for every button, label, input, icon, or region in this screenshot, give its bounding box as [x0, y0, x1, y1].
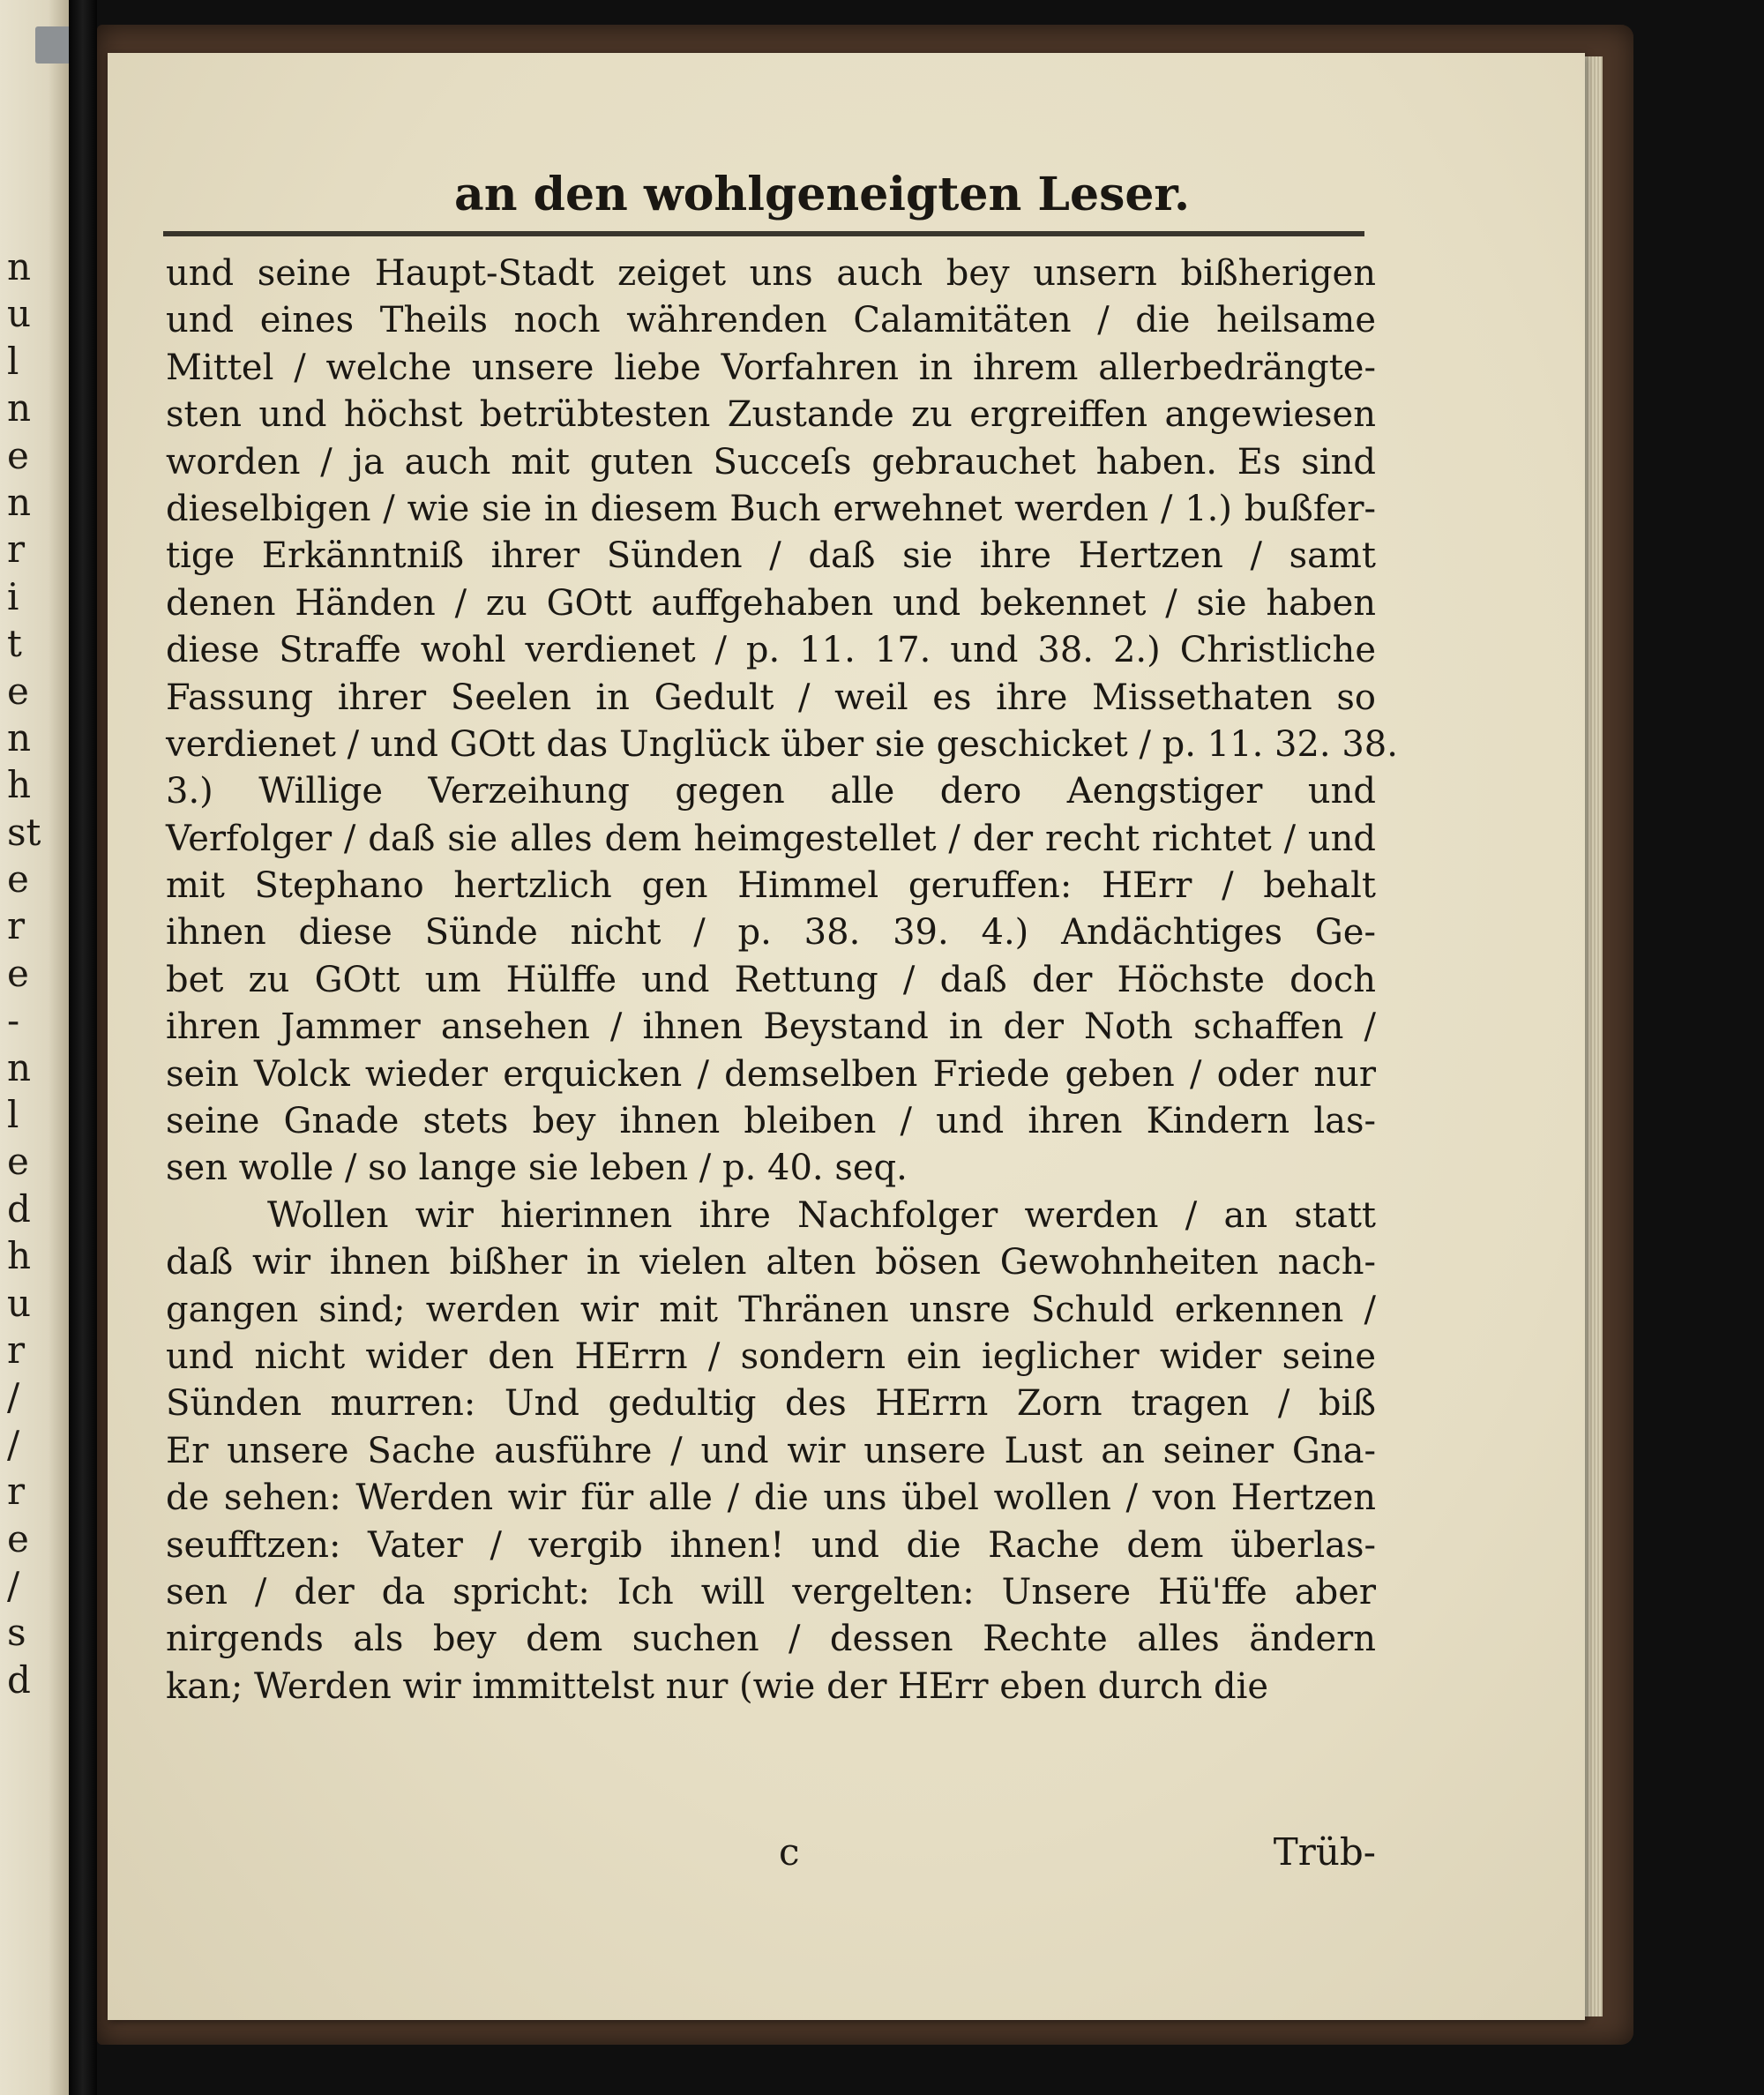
text-line: sein Volck wieder erquicken / demselben Friede geben / oder nur — [166, 1053, 1376, 1095]
text-line: kan; Werden wir immittelst nur (wie der HErr eben durch die — [166, 1665, 1269, 1707]
text-line: Mittel / welche unsere liebe Vorfahren in ihrem allerbedrängte- — [166, 347, 1376, 388]
text-line: bet zu GOtt um Hülffe und Rettung / daß der Höchste doch — [166, 959, 1376, 1000]
previous-page-fragment: r — [7, 904, 26, 948]
previous-page-fragment: / — [7, 1422, 20, 1466]
previous-page-fragment: d — [7, 1186, 31, 1231]
text-line: sten und höchst betrübtesten Zustande zu ergreiffen angewiesen — [166, 394, 1376, 436]
text-line: Verfolger / daß sie alles dem heimgestellet / der recht richtet / und — [166, 818, 1376, 859]
running-head: an den wohlgeneigten Leser. — [454, 168, 1191, 221]
previous-page-fragment: / — [7, 1375, 20, 1419]
previous-page-fragment: e — [7, 951, 29, 995]
signature-mark: c — [779, 1830, 800, 1874]
text-line: de sehen: Werden wir für alle / die uns übel wollen / von Hertzen — [166, 1478, 1376, 1519]
text-line: worden / ja auch mit guten Succeſs gebrauchet haben. Es sind — [166, 441, 1376, 483]
previous-page-edge — [0, 0, 69, 2095]
previous-page-fragment: n — [7, 480, 32, 524]
header-rule — [163, 231, 1364, 236]
book-gutter — [69, 0, 97, 2095]
text-line: daß wir ihnen bißher in vielen alten bösen Gewohnheiten nach- — [166, 1242, 1376, 1283]
text-line: denen Händen / zu GOtt auffgehaben und bekennet / sie haben — [166, 582, 1376, 624]
text-line: sen / der da spricht: Ich will vergelten: Unsere Hü'ffe aber — [166, 1571, 1376, 1612]
previous-page-fragment: - — [7, 999, 20, 1043]
previous-page-fragment: r — [7, 1328, 26, 1372]
previous-page-fragment: l — [7, 339, 19, 383]
previous-page-fragment: n — [7, 1045, 32, 1089]
text-line: und eines Theils noch währenden Calamitäten / die heilsame — [166, 300, 1376, 341]
previous-page-fragment: s — [7, 1611, 26, 1655]
previous-page-fragment: l — [7, 1093, 19, 1137]
text-line: nirgends als bey dem suchen / dessen Rechte alles ändern — [166, 1619, 1376, 1660]
previous-page-fragment: e — [7, 669, 29, 713]
text-line: und seine Haupt-Stadt zeiget uns auch bey unsern bißherigen — [166, 253, 1376, 294]
previous-page-fragment: n — [7, 245, 32, 288]
previous-page-fragment: u — [7, 1281, 32, 1325]
text-line: Sünden murren: Und gedultig des HErrn Zorn tragen / biß — [166, 1383, 1376, 1425]
previous-page-fragment: r — [7, 527, 26, 572]
previous-page-fragment: r — [7, 1470, 26, 1514]
text-line: sen wolle / so lange sie leben / p. 40. seq. — [166, 1148, 908, 1189]
previous-page-fragment: e — [7, 857, 29, 902]
catchword: Trüb- — [1273, 1830, 1376, 1874]
text-line: Er unsere Sache ausführe / und wir unsere Lust an seiner Gna- — [166, 1430, 1376, 1471]
previous-page-fragment: e — [7, 1140, 29, 1184]
text-line: seufftzen: Vater / vergib ihnen! und die Rache dem überlas- — [166, 1524, 1376, 1566]
previous-page-fragment: d — [7, 1657, 31, 1702]
previous-page-fragment: st — [7, 810, 41, 854]
previous-page-fragment: e — [7, 433, 29, 477]
text-line: 3.) Willige Verzeihung gegen alle dero Aengstiger und — [166, 771, 1376, 812]
previous-page-fragment: u — [7, 292, 32, 336]
text-line: dieselbigen / wie sie in diesem Buch erwehnet werden / 1.) bußfer- — [166, 488, 1376, 529]
previous-page-fragment: t — [7, 622, 22, 666]
text-line: und nicht wider den HErrn / sondern ein ieglicher wider seine — [166, 1336, 1376, 1377]
body-text — [166, 251, 1398, 1710]
text-line: mit Stephano hertzlich gen Himmel geruffen: HErr / behalt — [166, 865, 1376, 907]
text-line: seine Gnade stets bey ihnen bleiben / und ihren Kindern las- — [166, 1101, 1376, 1142]
previous-page-fragment: i — [7, 574, 19, 618]
text-line: verdienet / und GOtt das Unglück über sie geschicket / p. 11. 32. 38. — [166, 723, 1398, 765]
text-line: ihren Jammer ansehen / ihnen Beystand in der Noth schaffen / — [166, 1006, 1376, 1048]
page-footer — [166, 1830, 1376, 1883]
previous-page-fragment: n — [7, 386, 32, 430]
previous-page-text — [7, 243, 51, 1703]
text-line: Wollen wir hierinnen ihre Nachfolger werden / an statt — [267, 1194, 1376, 1236]
previous-page-fragment: h — [7, 763, 32, 807]
text-line: ihnen diese Sünde nicht / p. 38. 39. 4.) Andächtiges Ge- — [166, 912, 1376, 954]
text-line: gangen sind; werden wir mit Thränen unsre Schuld erkennen / — [166, 1289, 1376, 1330]
previous-page-fragment: h — [7, 1234, 32, 1278]
text-line: tige Erkänntniß ihrer Sünden / daß sie ihre Hertzen / samt — [166, 535, 1376, 577]
previous-page-fragment: e — [7, 1516, 29, 1560]
previous-page-fragment: n — [7, 715, 32, 759]
page-stack-edge — [1585, 56, 1603, 2016]
text-line: diese Straffe wohl verdienet / p. 11. 17. und 38. 2.) Christliche — [166, 630, 1376, 671]
previous-page-fragment: / — [7, 1563, 20, 1607]
text-line: Fassung ihrer Seelen in Gedult / weil es ihre Missethaten so — [166, 677, 1376, 718]
